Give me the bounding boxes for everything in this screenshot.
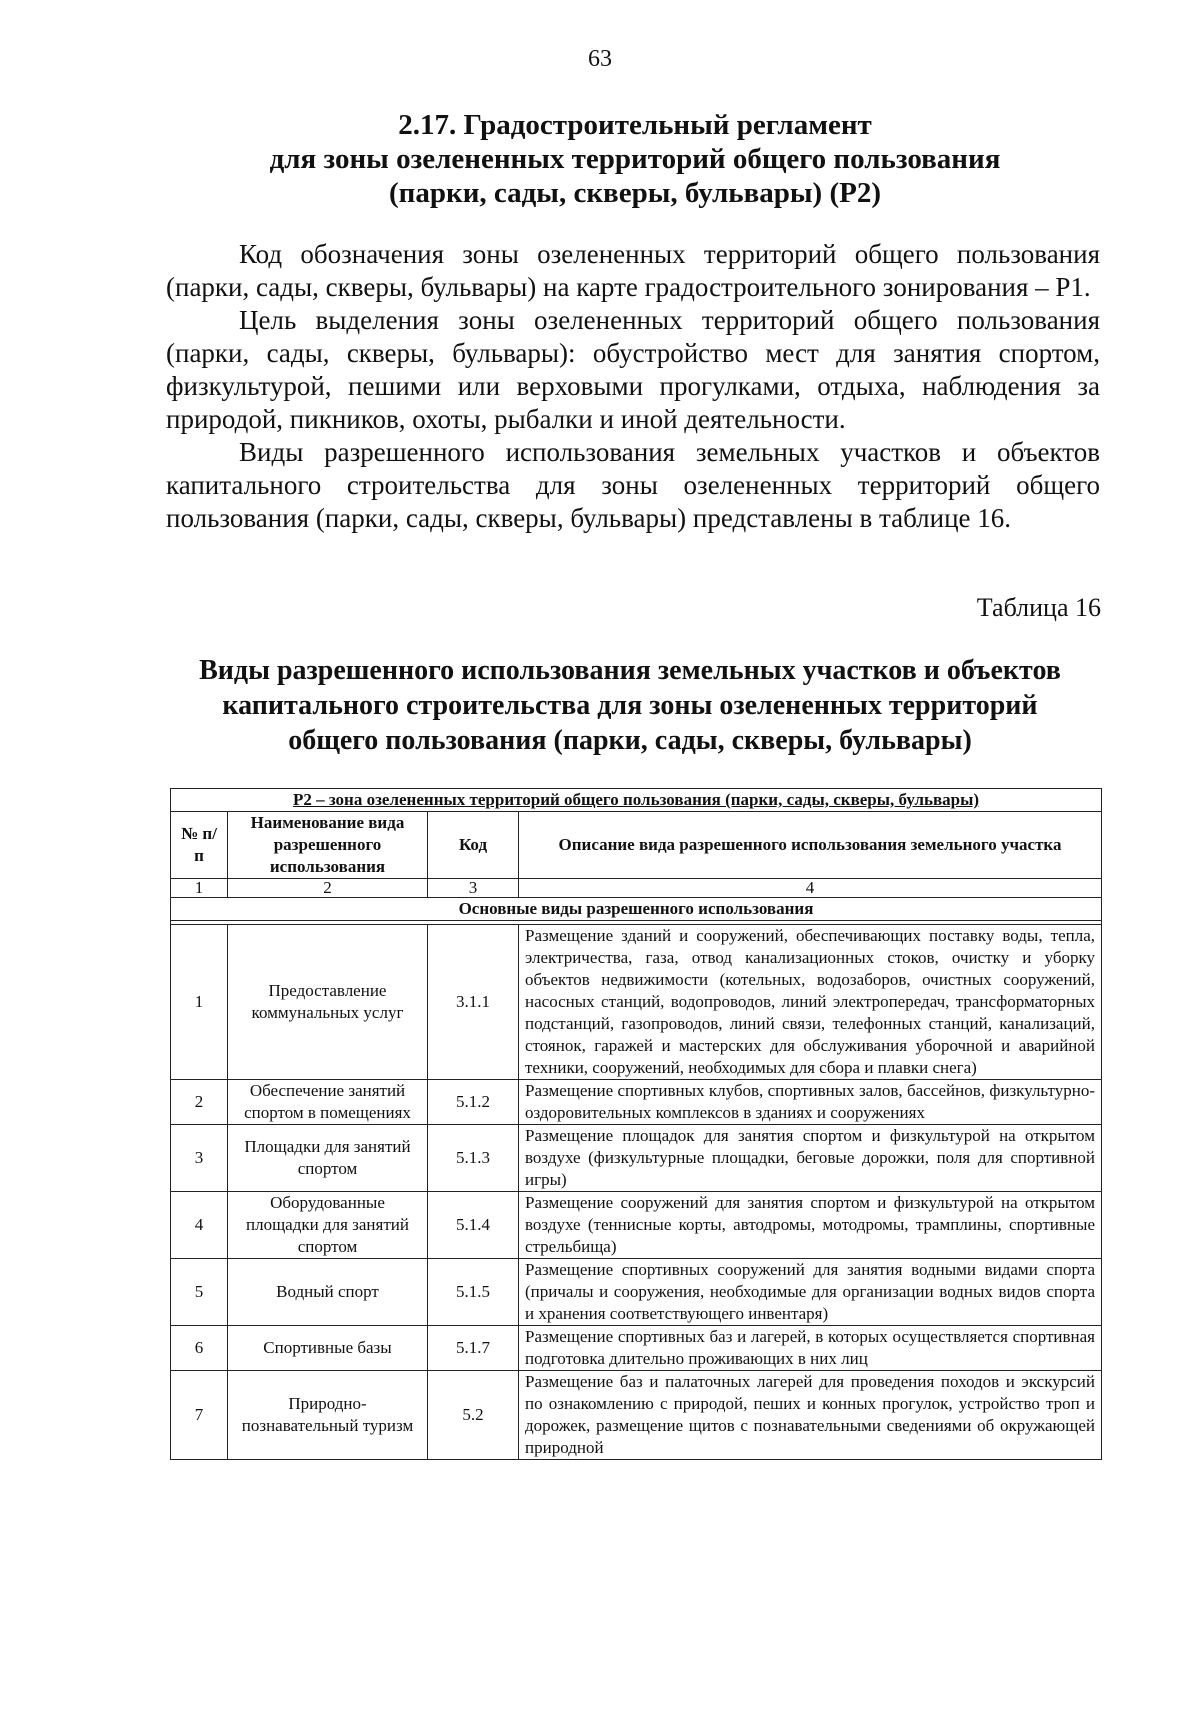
column-header-num: № п/п bbox=[171, 812, 228, 879]
row-name: Обеспечение занятий спортом в помещениях bbox=[228, 1080, 428, 1125]
section-title-line: для зоны озелененных территорий общего пользования bbox=[269, 143, 1001, 175]
section-title bbox=[200, 108, 1070, 210]
land-use-table bbox=[170, 788, 1102, 1460]
table-row bbox=[171, 1326, 1102, 1371]
column-header-name: Наименование вида разрешенного использования bbox=[228, 812, 428, 879]
row-num: 4 bbox=[171, 1192, 228, 1259]
body-text bbox=[166, 238, 1100, 535]
row-code: 5.2 bbox=[428, 1371, 519, 1460]
row-desc: Размещение спортивных сооружений для занятия водными видами спорта (причалы и сооружения, необходимые для организации водных видов спорта и хранения соответствующего инвентаря) bbox=[519, 1259, 1102, 1326]
row-name: Предоставление коммунальных услуг bbox=[228, 925, 428, 1080]
group-header-row bbox=[171, 898, 1102, 921]
row-name: Оборудованные площадки для занятий спортом bbox=[228, 1192, 428, 1259]
column-index: 2 bbox=[228, 879, 428, 898]
row-code: 5.1.5 bbox=[428, 1259, 519, 1326]
page-number: 63 bbox=[588, 46, 612, 72]
row-num: 6 bbox=[171, 1326, 228, 1371]
row-desc: Размещение площадок для занятия спортом и физкультурой на открытом воздухе (физкультурные площадки, беговые дорожки, поля для спортивной игры) bbox=[519, 1125, 1102, 1192]
row-num: 7 bbox=[171, 1371, 228, 1460]
column-index: 1 bbox=[171, 879, 228, 898]
column-index-row bbox=[171, 879, 1102, 898]
table-title bbox=[150, 653, 1110, 758]
paragraph-zone-code: Код обозначения зоны озелененных территорий общего пользования (парки, сады, скверы, бульвары) на карте градостроительного зонирования – Р1. bbox=[166, 239, 1100, 302]
table-caption: Таблица 16 bbox=[976, 593, 1101, 622]
paragraph-table-reference: Виды разрешенного использования земельных участков и объектов капитального строительства для зоны озелененных территорий общего пользования (парки, сады, скверы, бульвары) представлены в таблице 16. bbox=[166, 437, 1100, 533]
table-title-line: Виды разрешенного использования земельных участков и объектов bbox=[199, 655, 1061, 686]
table-row bbox=[171, 925, 1102, 1080]
column-header-desc: Описание вида разрешенного использования земельного участка bbox=[519, 812, 1102, 879]
group-header: Основные виды разрешенного использования bbox=[171, 898, 1102, 921]
paragraph-zone-purpose: Цель выделения зоны озелененных территорий общего пользования (парки, сады, скверы, бульвары): обустройство мест для занятия спортом, физкультурой, пешими или верховыми прогулками, отдыха, наблюдения за природой, пикников, охоты, рыбалки и иной деятельности. bbox=[166, 305, 1100, 434]
column-header-row bbox=[171, 812, 1102, 879]
row-name: Водный спорт bbox=[228, 1259, 428, 1326]
row-name: Спортивные базы bbox=[228, 1326, 428, 1371]
table-row bbox=[171, 1259, 1102, 1326]
row-desc: Размещение спортивных клубов, спортивных залов, бассейнов, физкультурно-оздоровительных комплексов в зданиях и сооружениях bbox=[519, 1080, 1102, 1125]
row-code: 3.1.1 bbox=[428, 925, 519, 1080]
section-title-line: 2.17. Градостроительный регламент bbox=[398, 109, 872, 141]
row-code: 5.1.2 bbox=[428, 1080, 519, 1125]
column-index: 4 bbox=[519, 879, 1102, 898]
zone-header-row bbox=[171, 789, 1102, 812]
column-header-code: Код bbox=[428, 812, 519, 879]
row-code: 5.1.3 bbox=[428, 1125, 519, 1192]
row-name: Площадки для занятий спортом bbox=[228, 1125, 428, 1192]
row-num: 3 bbox=[171, 1125, 228, 1192]
table-row bbox=[171, 1192, 1102, 1259]
row-desc: Размещение зданий и сооружений, обеспечивающих поставку воды, тепла, электричества, газа, отвод канализационных стоков, очистку и уборку объектов недвижимости (котельных, водозаборов, очистных сооружений, насосных станций, водопроводов, линий электропередач, трансформаторных подстанций, газопроводов, линий связи, телефонных станций, канализаций, стоянок, гаражей и мастерских для обслуживания уборочной и аварийной техники, сооружений, необходимых для сбора и плавки снега) bbox=[519, 925, 1102, 1080]
row-name: Природно-познавательный туризм bbox=[228, 1371, 428, 1460]
table-title-line: капитального строительства для зоны озелененных территорий bbox=[222, 690, 1038, 721]
row-desc: Размещение спортивных баз и лагерей, в которых осуществляется спортивная подготовка длительно проживающих в них лиц bbox=[519, 1326, 1102, 1371]
row-code: 5.1.4 bbox=[428, 1192, 519, 1259]
row-num: 1 bbox=[171, 925, 228, 1080]
row-code: 5.1.7 bbox=[428, 1326, 519, 1371]
table-row bbox=[171, 1371, 1102, 1460]
row-desc: Размещение сооружений для занятия спортом и физкультурой на открытом воздухе (теннисные корты, автодромы, мотодромы, трамплины, спортивные стрельбища) bbox=[519, 1192, 1102, 1259]
column-index: 3 bbox=[428, 879, 519, 898]
row-num: 5 bbox=[171, 1259, 228, 1326]
table-row bbox=[171, 1125, 1102, 1192]
table-title-line: общего пользования (парки, сады, скверы, бульвары) bbox=[288, 725, 972, 756]
row-num: 2 bbox=[171, 1080, 228, 1125]
table-row bbox=[171, 1080, 1102, 1125]
zone-header: Р2 – зона озелененных территорий общего пользования (парки, сады, скверы, бульвары) bbox=[171, 789, 1102, 812]
row-desc: Размещение баз и палаточных лагерей для проведения походов и экскурсий по ознакомлению с природой, пеших и конных прогулок, устройство троп и дорожек, размещение щитов с познавательными сведениями об окружающей природной bbox=[519, 1371, 1102, 1460]
section-title-line: (парки, сады, скверы, бульвары) (Р2) bbox=[389, 177, 881, 209]
